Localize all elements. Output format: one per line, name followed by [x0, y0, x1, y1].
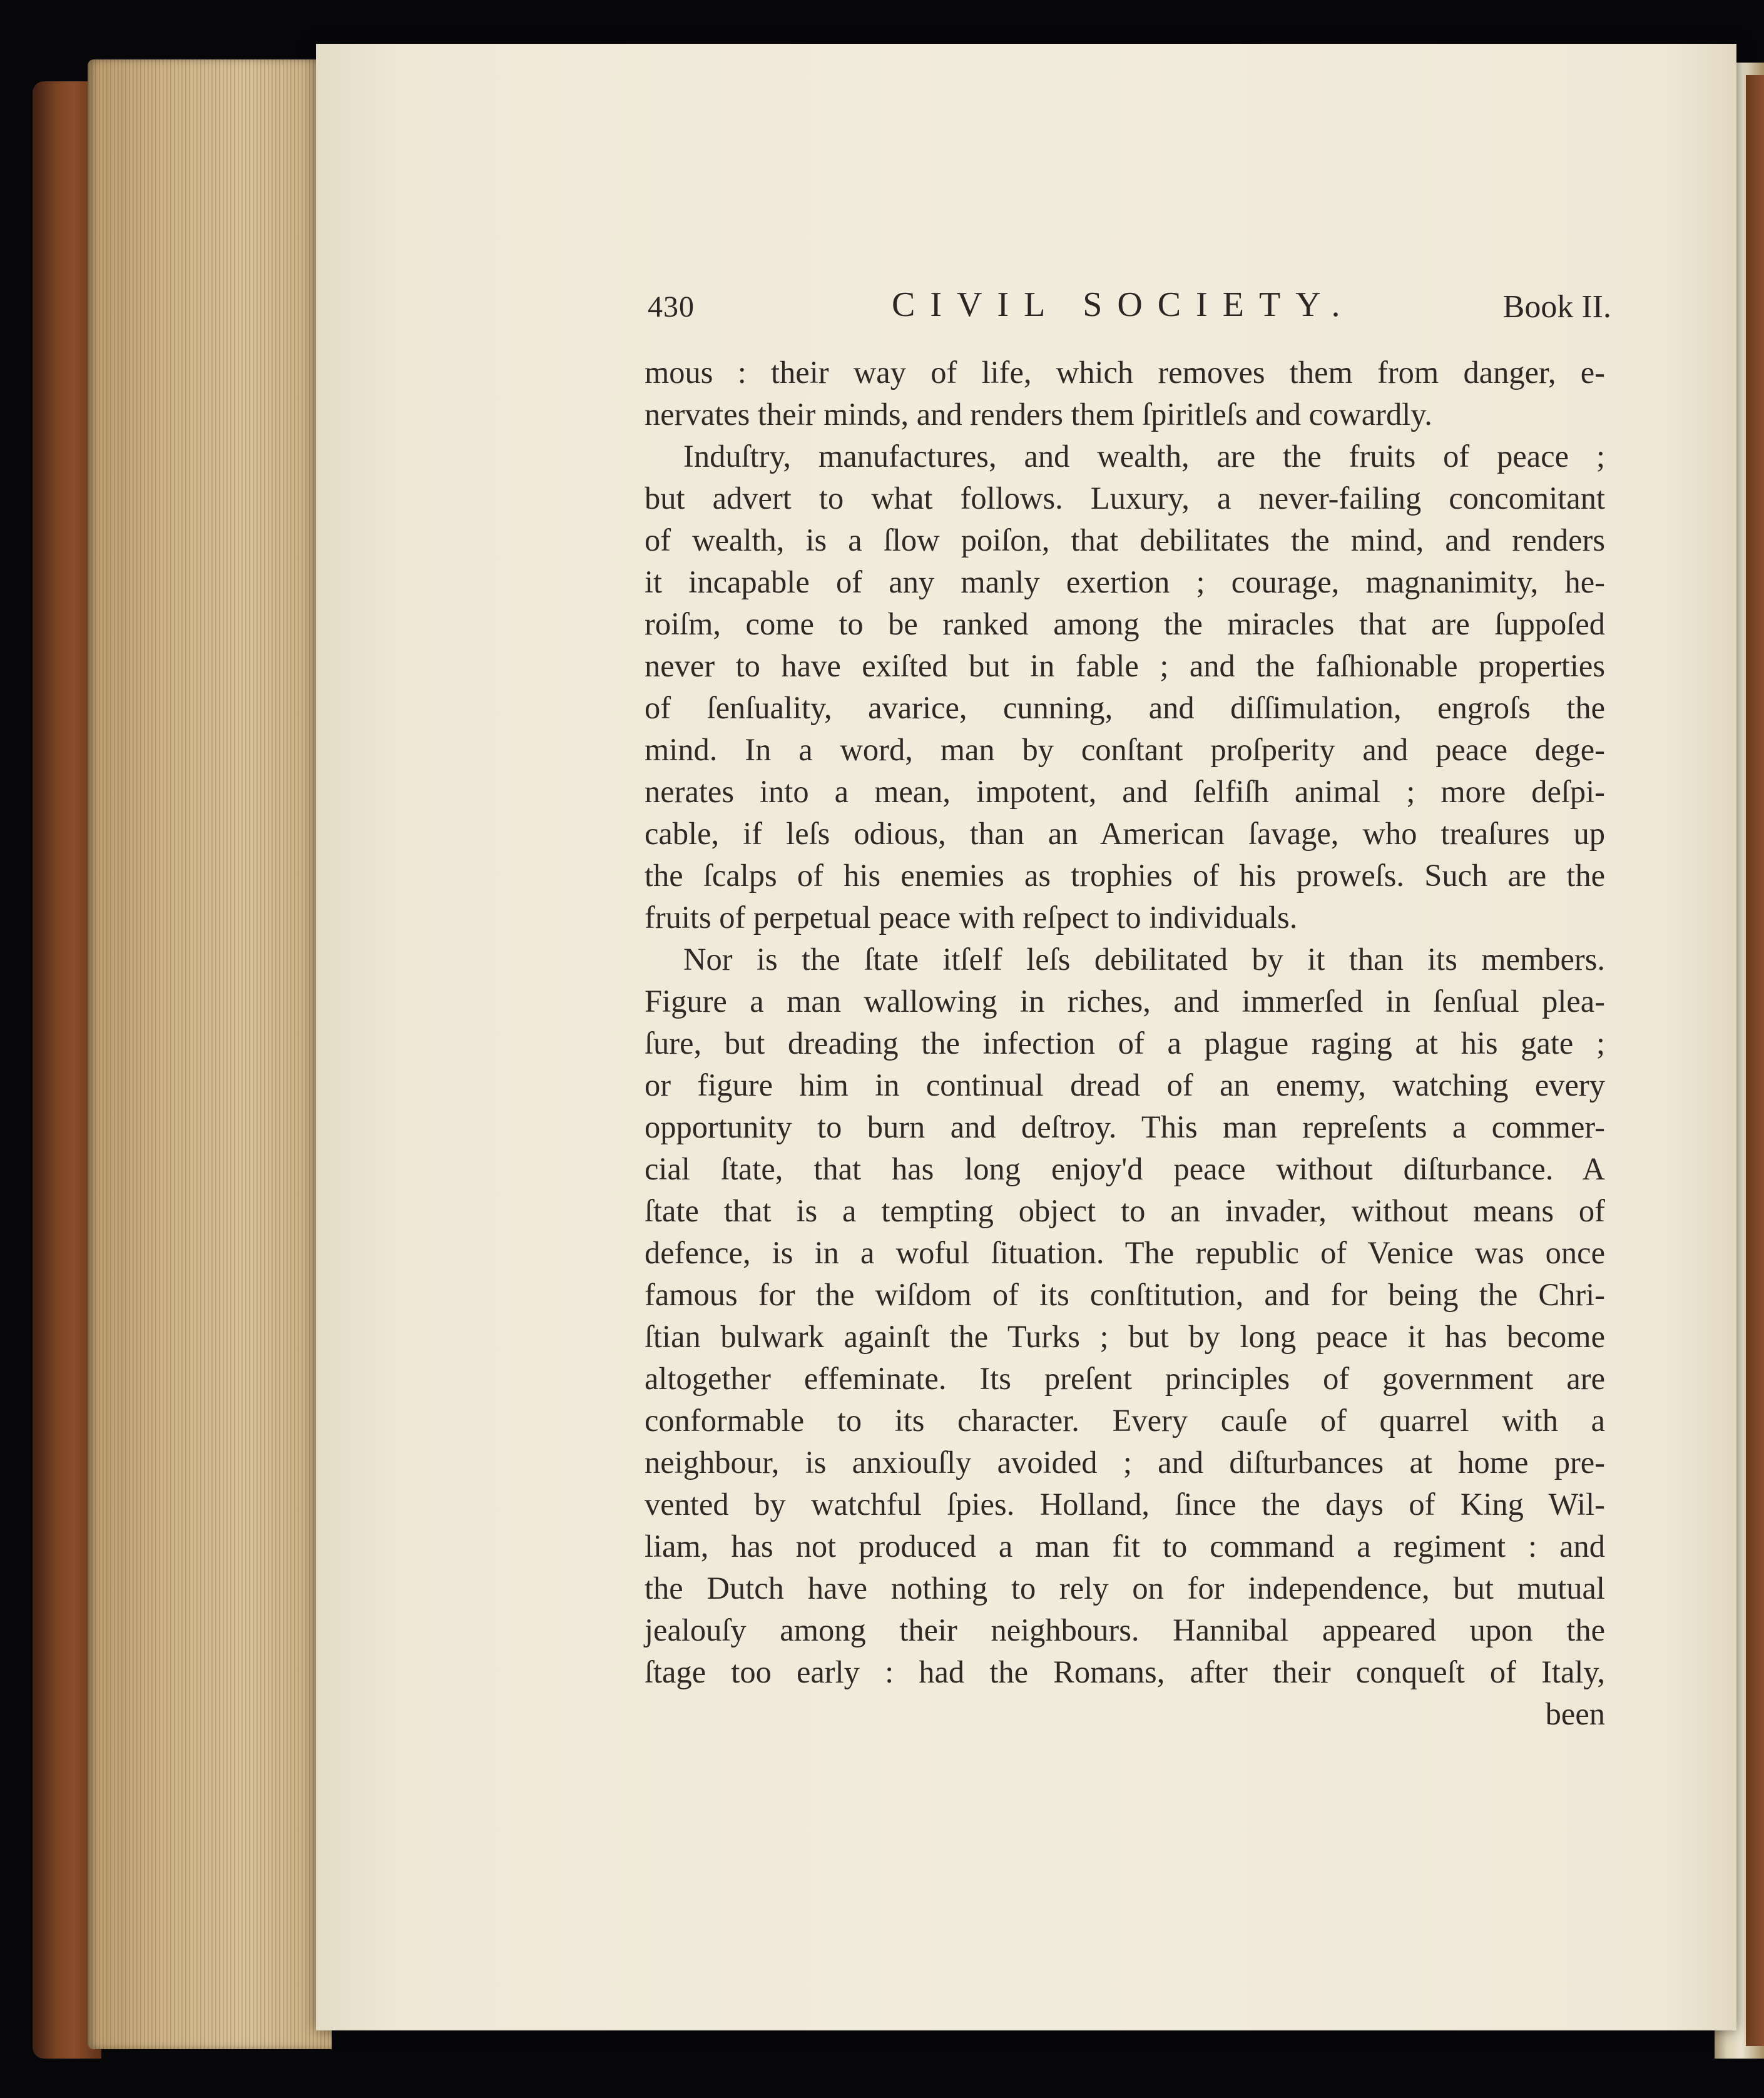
text-line: vented by watchful ſpies. Holland, ſince the days of King Wil-: [645, 1487, 1605, 1522]
text-line: fruits of perpetual peace with reſpect to individuals.: [645, 900, 1298, 935]
text-line: neighbour, is anxiouſly avoided ; and diſturbances at home pre-: [645, 1445, 1605, 1480]
text-line: opportunity to burn and deſtroy. This man repreſents a commer-: [645, 1109, 1605, 1144]
text-line: Induſtry, manufactures, and wealth, are the fruits of peace ;: [683, 439, 1605, 474]
text-line: ſtate that is a tempting object to an invader, without means of: [645, 1193, 1605, 1228]
text-line: the Dutch have nothing to rely on for independence, but mutual: [645, 1571, 1605, 1606]
text-line: altogether effeminate. Its preſent principles of government are: [645, 1361, 1605, 1396]
text-line: roiſm, come to be ranked among the miracles that are ſuppoſed: [645, 606, 1605, 641]
text-line: ſure, but dreading the infection of a plague raging at his gate ;: [645, 1026, 1605, 1061]
text-line: ſtian bulwark againſt the Turks ; but by long peace it has become: [645, 1319, 1605, 1354]
text-line: famous for the wiſdom of its conſtitution, and for being the Chri-: [645, 1277, 1605, 1312]
running-title: CIVIL SOCIETY.: [892, 285, 1355, 324]
text-line: Figure a man wallowing in riches, and immerſed in ſenſual plea-: [645, 984, 1605, 1019]
text-line: liam, has not produced a man fit to command a regiment : and: [645, 1529, 1605, 1564]
text-line: Nor is the ſtate itſelf leſs debilitated by it than its members.: [683, 942, 1605, 977]
page-number: 430: [648, 290, 695, 323]
book-label: Book II.: [1502, 289, 1611, 325]
text-line: defence, is in a woful ſituation. The republic of Venice was once: [645, 1235, 1605, 1270]
page-edges: [88, 59, 332, 2049]
text-line: but advert to what follows. Luxury, a never-failing concomitant: [645, 481, 1605, 516]
text-line: the ſcalps of his enemies as trophies of his proweſs. Such are the: [645, 858, 1605, 893]
text-line: or figure him in continual dread of an enemy, watching every: [645, 1067, 1605, 1102]
text-line: cable, if leſs odious, than an American ſavage, who treaſures up: [645, 816, 1605, 851]
text-line: ſtage too early : had the Romans, after their conqueſt of Italy,: [645, 1654, 1605, 1689]
text-line: of wealth, is a ſlow poiſon, that debilitates the mind, and renders: [645, 522, 1605, 558]
text-line: jealouſy among their neighbours. Hannibal appeared upon the: [645, 1612, 1605, 1647]
text-line: mous : their way of life, which removes them from danger, e-: [645, 355, 1605, 390]
text-line: nerates into a mean, impotent, and ſelfiſh animal ; more deſpi-: [645, 774, 1605, 809]
text-line: mind. In a word, man by conſtant proſperity and peace dege-: [645, 732, 1605, 767]
text-line: it incapable of any manly exertion ; courage, magnanimity, he-: [645, 564, 1605, 599]
page-header: [648, 285, 1611, 335]
text-line: of ſenſuality, avarice, cunning, and diſſimulation, engroſs the: [645, 690, 1605, 725]
body-text: [645, 352, 1605, 1735]
text-line: conformable to its character. Every cauſe of quarrel with a: [645, 1403, 1605, 1438]
text-line: never to have exiſted but in fable ; and the faſhionable properties: [645, 648, 1605, 683]
catchword: been: [1545, 1696, 1605, 1731]
book-cover-right: [1746, 75, 1764, 2046]
text-line: cial ſtate, that has long enjoy'd peace without diſturbance. A: [645, 1151, 1605, 1186]
text-line: nervates their minds, and renders them ſpiritleſs and cowardly.: [645, 397, 1432, 432]
